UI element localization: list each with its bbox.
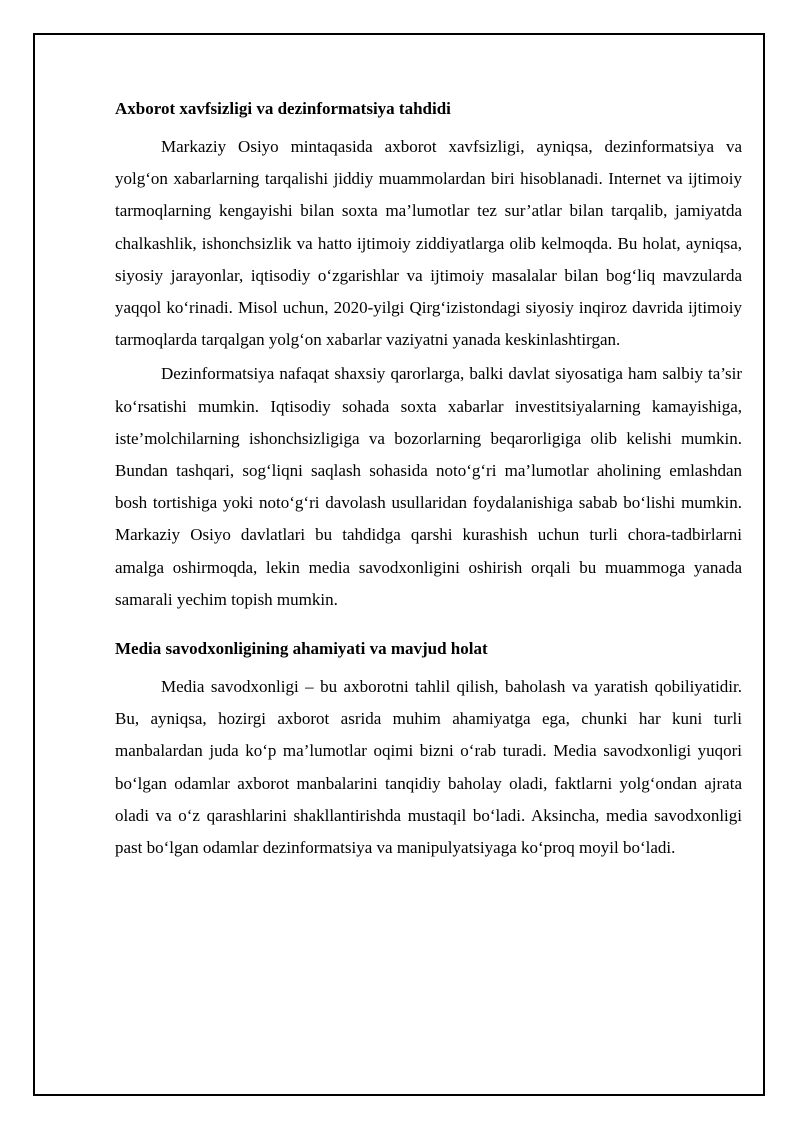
section-heading-media-literacy: Media savodxonligining ahamiyati va mavjud holat — [115, 639, 488, 659]
paragraph: Dezinformatsiya nafaqat shaxsiy qarorlarga, balki davlat siyosatiga ham salbiy ta’sir ko‘rsatishi mumkin. Iqtisodiy sohada soxta xabarlar investitsiyalarning kamayishiga, iste’molchilarning ishonchsizligiga va bozorlarning beqarorligiga olib kelishi mumkin. Bundan tashqari, sog‘liqni saqlash sohasida noto‘g‘ri ma’lumotlar aholining emlashdan bosh tortishiga yoki noto‘g‘ri davolash usullaridan foydalanishiga sabab bo‘lishi mumkin. Markaziy Osiyo davlatlari bu tahdidga qarshi kurashish uchun turli chora-tadbirlarni amalga oshirmoqda, lekin media savodxonligini oshirish orqali bu muammoga yanada samarali yechim topish mumkin. — [115, 364, 742, 609]
section-heading-information-security: Axborot xavfsizligi va dezinformatsiya tahdidi — [115, 99, 451, 118]
document-body — [115, 98, 742, 866]
paragraph: Markaziy Osiyo mintaqasida axborot xavfsizligi, ayniqsa, dezinformatsiya va yolg‘on xabarlarning tarqalishi jiddiy muammolardan biri hisoblanadi. Internet va ijtimoiy tarmoqlarning kengayishi bilan soxta ma’lumotlar tez sur’atlar bilan tarqalib, jamiyatda chalkashlik, ishonchsizlik va hatto ijtimoiy ziddiyatlarga olib kelmoqda. Bu holat, ayniqsa, siyosiy jarayonlar, iqtisodiy o‘zgarishlar va ijtimoiy masalalar bilan bog‘liq mavzularda yaqqol ko‘rinadi. Misol uchun, 2020-yilgi Qirg‘izistondagi siyosiy inqiroz davrida ijtimoiy tarmoqlarda tarqalgan yolg‘on xabarlar vaziyatni yanada keskinlashtirgan. — [115, 137, 742, 350]
paragraph: Media savodxonligi – bu axborotni tahlil qilish, baholash va yaratish qobiliyatidir. Bu, ayniqsa, hozirgi axborot asrida muhim ahamiyatga ega, chunki har kuni turli manbalardan juda ko‘p ma’lumotlar oqimi bizni o‘rab turadi. Media savodxonligi yuqori bo‘lgan odamlar axborot manbalarini tanqidiy baholay oladi, faktlarni yolg‘ondan ajrata oladi va o‘z qarashlarini shakllantirishda mustaqil bo‘ladi. Aksincha, media savodxonligi past bo‘lgan odamlar dezinformatsiya va manipulyatsiyaga ko‘proq moyil bo‘ladi. — [115, 677, 742, 858]
